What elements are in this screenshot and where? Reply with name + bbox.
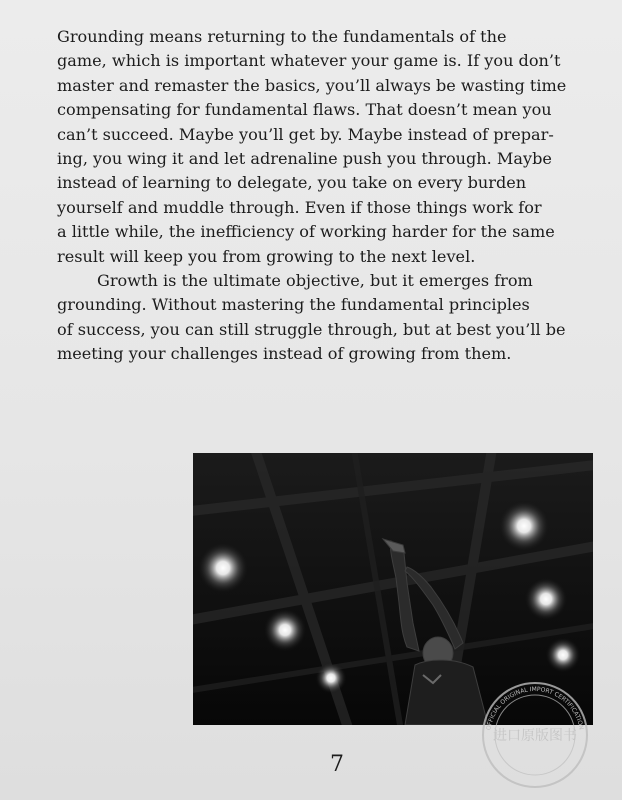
seal-center-text: 进口原版图书: [493, 728, 577, 744]
text-line: Grounding means returning to the fundamentals of the: [57, 27, 507, 46]
text-line: meeting your challenges instead of growing from them.: [57, 344, 512, 364]
text-line: master and remaster the basics, you’ll always be wasting time: [57, 75, 567, 95]
text-line: compensating for fundamental flaws. That doesn’t mean you: [57, 100, 552, 120]
text-line: yourself and muddle through. Even if those things work for: [57, 197, 542, 217]
text-line: game, which is important whatever your game is. If you don’t: [57, 51, 561, 71]
text-line: Growth is the ultimate objective, but it emerges from: [97, 271, 533, 290]
text-line: result will keep you from growing to the next level.: [57, 246, 476, 266]
text-line: grounding. Without mastering the fundamental principles: [57, 295, 530, 315]
text-line: ing, you wing it and let adrenaline push you through. Maybe: [57, 149, 552, 169]
seal-top-text: OFFICIAL ORIGINAL IMPORT CERTIFICATION: [485, 685, 585, 731]
text-line: can’t succeed. Maybe you’ll get by. Maybe instead of prepar-: [57, 124, 554, 144]
svg-text:OFFICIAL ORIGINAL IMPORT CERTI: [485, 686, 584, 731]
paragraph-growth: [57, 269, 577, 367]
text-line: instead of learning to delegate, you take on every burden: [57, 173, 527, 193]
page-number: 7: [330, 752, 344, 777]
paragraph-grounding: [57, 25, 577, 269]
text-line: a little while, the inefficiency of working harder for the same: [57, 222, 555, 242]
text-line: of success, you can still struggle through, but at best you’ll be: [57, 319, 566, 339]
